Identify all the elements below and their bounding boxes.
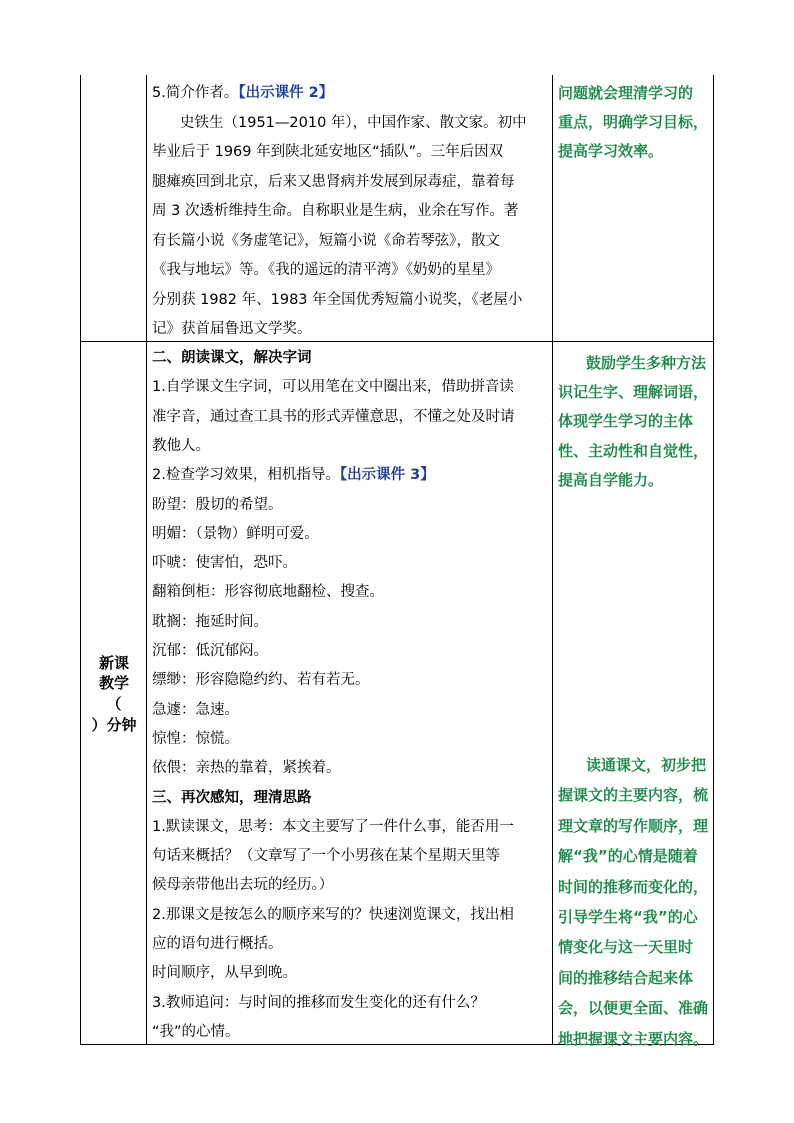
text-line: 候母亲带他出去玩的经历。） (152, 877, 334, 894)
text-line: 有长篇小说《务虚笔记》，短篇小说《命若琴弦》，散文 (152, 232, 500, 249)
text-line: 3.教师追问：与时间的推移而发生变化的还有什么？ (152, 994, 485, 1011)
text-line: 应的语句进行概括。 (152, 936, 283, 952)
text-line: 惊惶：惊慌。 (152, 730, 239, 747)
text-line: 1.自学课文生字词，可以用笔在文中圈出来，借助拼音读 (152, 379, 514, 396)
text-line: 2.那课文是按怎么的顺序来写的？快速浏览课文，找出相 (152, 906, 514, 923)
text-line: 1.默读课文，思考：本文主要写了一件什么事，能否用一 (152, 818, 514, 835)
design-note-line: 间的推移结合起来体 (558, 968, 694, 987)
text-line: 三、再次感知，理清思路 (152, 789, 312, 806)
design-note-line: 体现学生学习的主体 (558, 412, 694, 431)
text-line: 句话来概括？（文章写了一个小男孩在某个星期天里等 (152, 848, 500, 865)
design-note-line: 提高学习效率。 (558, 142, 664, 160)
text-line: 时间顺序，从早到晚。 (152, 965, 297, 982)
text-line: 盼望：殷切的希望。 (152, 496, 283, 513)
text-line: 教他人。 (152, 437, 210, 454)
text-line: 缥缈：形容隐隐约约、若有若无。 (152, 672, 370, 689)
table-divider-note (552, 75, 553, 1045)
design-note-line: 问题就会理清学习的 (558, 84, 694, 102)
text-line: 分别获 1982 年、1983 年全国优秀短篇小说奖，《老屋小 (152, 291, 523, 308)
text-line: 急遽：急速。 (152, 701, 239, 718)
design-note-line: 识记生字、理解词语， (558, 383, 709, 402)
design-note-line: 读通课文，初步把 (586, 756, 707, 774)
table-border-left (80, 75, 81, 1045)
text-line (152, 465, 435, 485)
text-segment: 5.简介作者。 (152, 85, 239, 101)
text-line: 翻箱倒柜：形容彻底地翻检、搜查。 (152, 584, 384, 601)
table-row-divider (80, 341, 714, 342)
table-divider-label (146, 75, 147, 1045)
stage-label-line: ）分钟 (91, 716, 137, 734)
text-line: 史铁生（1951—2010 年），中国作家、散文家。初中 (180, 114, 527, 131)
design-note-line: 解“我”的心情是随着 (558, 847, 698, 866)
text-line: “我”的心情。 (152, 1023, 240, 1040)
courseware-tag: 【出示课件 2】 (238, 85, 334, 101)
design-note-line: 时间的推移而变化的， (558, 877, 709, 896)
design-note-line: 重点，明确学习目标， (558, 113, 709, 131)
table-border-right (713, 75, 714, 1045)
text-line: 周 3 次透析维持生命。自称职业是生病，业余在写作。著 (152, 203, 519, 219)
text-segment: 2.检查学习效果，相机指导。 (152, 467, 340, 484)
design-note-line: 地把握课文主要内容。 (558, 1029, 709, 1048)
text-line: 明媚：（景物）鲜明可爱。 (152, 525, 319, 542)
text-line: 沉郁：低沉郁闷。 (152, 643, 268, 659)
stage-label-line: （ (106, 695, 122, 713)
design-note-line: 会，以便更全面、准确 (558, 999, 709, 1018)
courseware-tag: 【出示课件 3】 (339, 467, 435, 484)
stage-label-line: 新课 (98, 654, 129, 672)
text-line: 《我与地坛》等。《我的遥远的清平湾》《奶奶的星星》 (152, 262, 500, 278)
design-note-line: 理文章的写作顺序，理 (558, 816, 709, 835)
text-line: 依偎：亲热的靠着，紧挨着。 (152, 760, 341, 777)
design-note-line: 鼓励学生多种方法 (586, 354, 707, 372)
design-note-line: 握课文的主要内容，梳 (558, 786, 709, 805)
design-note-line: 引导学生将“我”的心 (558, 908, 698, 926)
text-line: 耽搁：拖延时间。 (152, 613, 268, 630)
design-note-line: 情变化与这一天里时 (558, 938, 694, 957)
text-line: 毕业后于 1969 年到陕北延安地区“插队”。三年后因双 (152, 144, 504, 160)
text-line: 腿瘫痪回到北京，后来又患肾病并发展到尿毒症，靠着每 (152, 173, 515, 190)
text-line: 二、朗读课文，解决字词 (152, 350, 312, 366)
stage-label-line: 教学 (98, 674, 129, 692)
design-note-line: 提高自学能力。 (558, 470, 664, 489)
text-line (152, 83, 333, 103)
design-note-line: 性、主动性和自觉性， (558, 441, 709, 460)
text-line: 记》获首届鲁迅文学奖。 (152, 321, 312, 337)
text-line: 吓唬：使害怕，恐吓。 (152, 555, 297, 572)
text-line: 准字音，通过查工具书的形式弄懂意思，不懂之处及时请 (152, 408, 515, 425)
